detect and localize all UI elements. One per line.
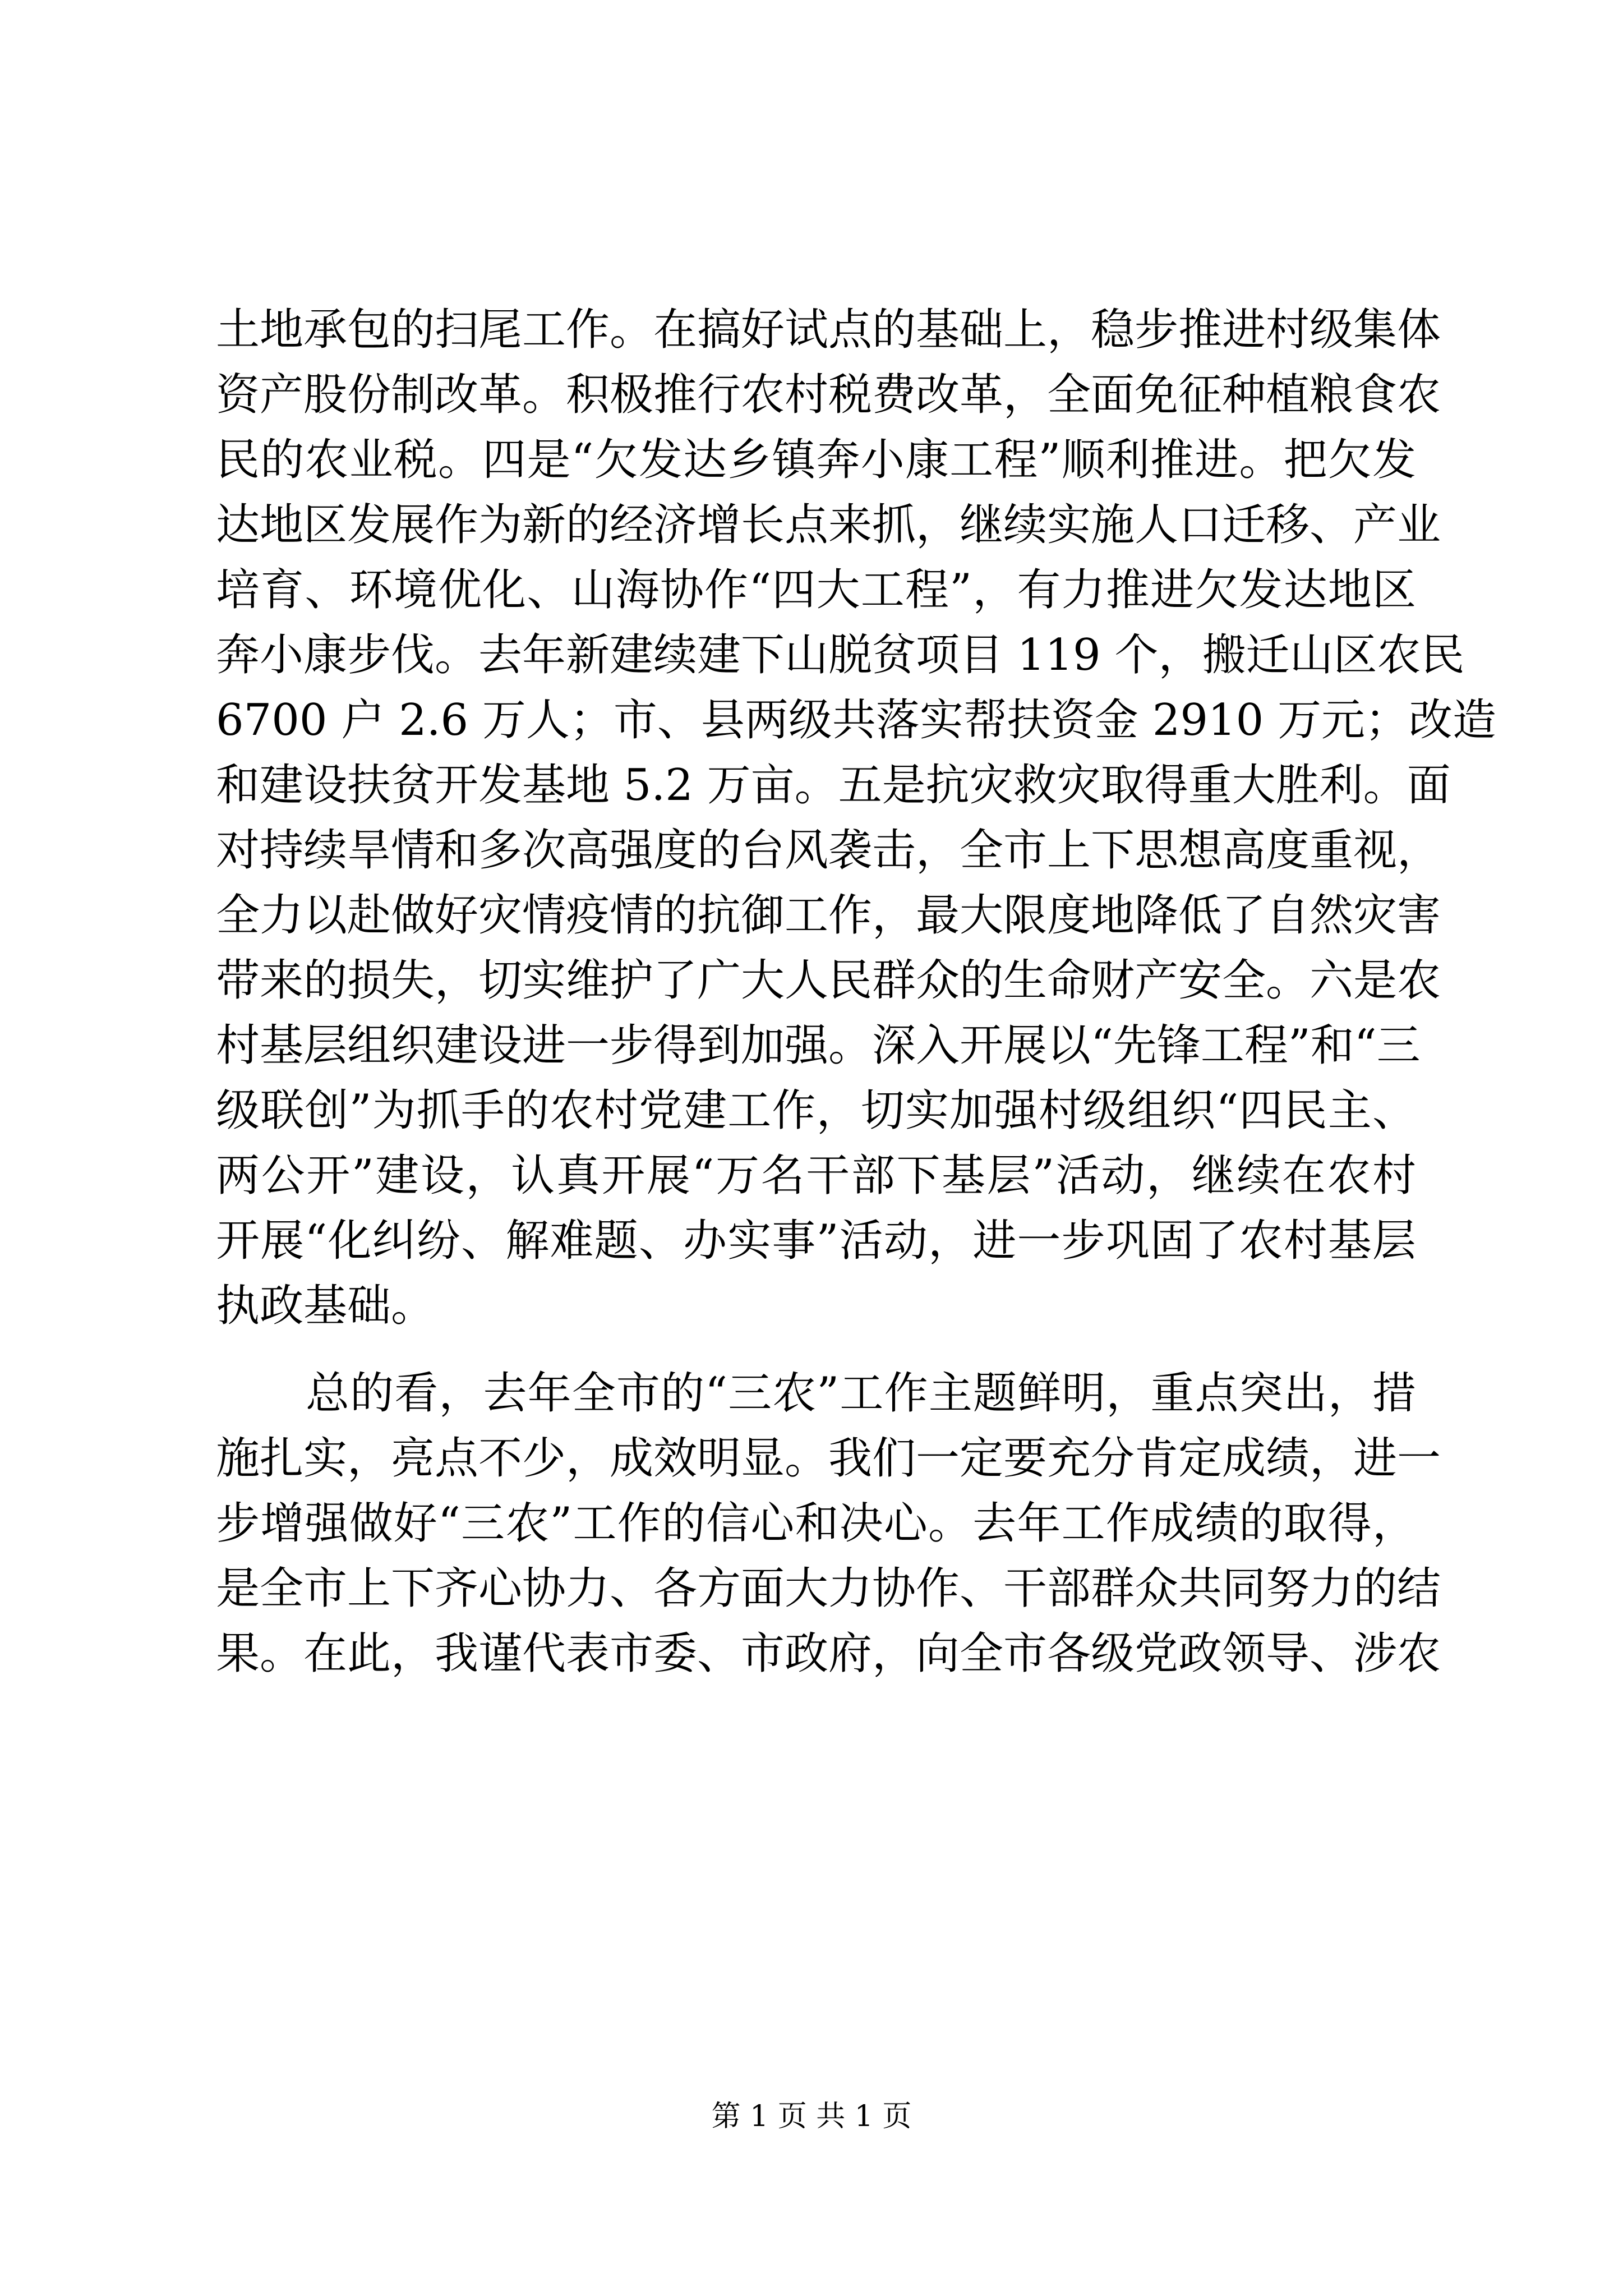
text-line: 执政基础。 xyxy=(216,1281,435,1331)
text-line: 开展“化纠纷、解难题、办实事”活动，进一步巩固了农村基层 xyxy=(216,1216,1416,1266)
paragraph-2 xyxy=(216,1361,1441,1686)
text-line: 总的看，去年全市的“三农”工作主题鲜明，重点突出，措 xyxy=(306,1368,1416,1419)
paragraph-gap xyxy=(216,1338,1416,1361)
text-line: 施扎实，亮点不少，成效明显。我们一定要充分肯定成绩，进一 xyxy=(216,1433,1441,1484)
text-line: 和建设扶贫开发基地 5.2 万亩。五是抗灾救灾取得重大胜利。面 xyxy=(216,760,1451,811)
paragraph-1 xyxy=(216,297,1497,1338)
text-line: 土地承包的扫尾工作。在搞好试点的基础上，稳步推进村级集体 xyxy=(216,305,1441,355)
text-line: 全力以赴做好灾情疫情的抗御工作，最大限度地降低了自然灾害 xyxy=(216,890,1441,941)
text-line: 带来的损失，切实维护了广大人民群众的生命财产安全。六是农 xyxy=(216,955,1441,1006)
page-number: 第 1 页 共 1 页 xyxy=(711,2100,912,2133)
text-line: 是全市上下齐心协力、各方面大力协作、干部群众共同努力的结 xyxy=(216,1563,1441,1614)
text-line: 资产股份制改革。积极推行农村税费改革，全面免征种植粮食农 xyxy=(216,370,1441,420)
text-line: 奔小康步伐。去年新建续建下山脱贫项目 119 个，搬迁山区农民 xyxy=(216,630,1465,680)
text-line: 达地区发展作为新的经济增长点来抓，继续实施人口迁移、产业 xyxy=(216,500,1441,550)
document-body xyxy=(216,297,1497,1686)
page-footer xyxy=(0,2092,1623,2134)
text-line: 村基层组织建设进一步得到加强。深入开展以“先锋工程”和“三 xyxy=(216,1020,1421,1071)
text-line: 6700 户 2.6 万人；市、县两级共落实帮扶资金 2910 万元；改造 xyxy=(216,695,1497,746)
text-line: 民的农业税。四是“欠发达乡镇奔小康工程”顺利推进。把欠发 xyxy=(216,435,1416,485)
text-line: 培育、环境优化、山海协作“四大工程”，有力推进欠发达地区 xyxy=(216,565,1416,615)
text-line: 级联创”为抓手的农村党建工作，切实加强村级组织“四民主、 xyxy=(216,1085,1416,1136)
text-line: 两公开”建设，认真开展“万名干部下基层”活动，继续在农村 xyxy=(216,1151,1416,1201)
text-line: 对持续旱情和多次高强度的台风袭击，全市上下思想高度重视， xyxy=(216,825,1441,876)
text-line: 果。在此，我谨代表市委、市政府，向全市各级党政领导、涉农 xyxy=(216,1628,1441,1679)
text-line: 步增强做好“三农”工作的信心和决心。去年工作成绩的取得， xyxy=(216,1498,1416,1549)
